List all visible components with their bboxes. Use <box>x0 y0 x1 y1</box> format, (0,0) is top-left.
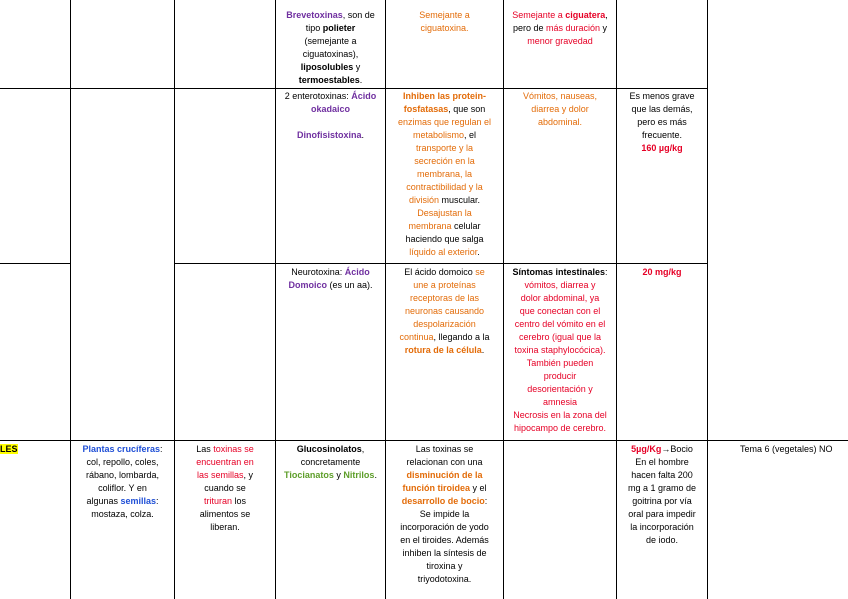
source-line <box>71 482 174 495</box>
mechanism-line-segment: , el <box>464 130 477 140</box>
row-divider <box>174 263 707 264</box>
symptom-line-segment: hipocampo de cerebro. <box>513 423 607 433</box>
mechanism-line <box>386 116 503 129</box>
source-line <box>71 495 174 508</box>
mechanism-line-segment: membrana <box>408 221 452 231</box>
toxin-line-segment: Nitrilos <box>343 470 375 480</box>
symptom-line-segment: que conectan con el <box>519 306 601 316</box>
toxin-line-segment: Tiocianatos <box>284 470 334 480</box>
brevetoxinas-mechanism-cell <box>386 9 503 35</box>
mechanism-line-segment: receptoras de las <box>409 293 480 303</box>
dose-line-segment: la incorporación <box>630 522 694 532</box>
source-line-segment: col, repollo, coles, <box>86 457 159 467</box>
location-line-segment: Las <box>196 444 214 454</box>
toxin-line <box>276 469 385 482</box>
toxin-text: polieter <box>322 23 356 33</box>
symptom-text: menor gravedad <box>527 36 593 46</box>
mechanism-line <box>386 103 503 116</box>
toxin-name: Dinofisistoxina <box>296 130 362 140</box>
location-line <box>175 456 275 469</box>
category-label: LES <box>0 444 18 454</box>
note-text: Tema 6 (vegetales) NO <box>740 444 833 454</box>
dose-line <box>617 534 707 547</box>
domoico-symptoms-cell <box>504 266 616 435</box>
location-line <box>175 443 275 456</box>
mechanism-line-segment: inhiben la síntesis de <box>402 548 487 558</box>
mechanism-line-segment: líquido al exterior <box>409 247 478 257</box>
column-divider <box>707 0 708 599</box>
mechanism-line-segment: en el tiroides. Además <box>400 535 489 545</box>
mechanism-line <box>386 443 503 456</box>
mechanism-line <box>386 305 503 318</box>
dose-line <box>617 443 707 456</box>
domoico-toxin-cell <box>276 266 385 292</box>
mechanism-line-segment: despolarización <box>413 319 476 329</box>
symptom-line-segment: cerebro (igual que la <box>518 332 602 342</box>
mechanism-line <box>386 142 503 155</box>
mechanism-line-segment: y el <box>469 483 487 493</box>
dose-line-segment: →Bocio <box>661 444 693 454</box>
mechanism-line-segment: Se impide la <box>419 509 470 519</box>
mechanism-line-segment: incorporación de yodo <box>400 522 489 532</box>
mechanism-line-segment: contractibilidad y la <box>406 182 483 192</box>
source-line <box>71 443 174 456</box>
brevetoxinas-symptoms-cell <box>504 9 616 48</box>
symptom-line-segment: dolor abdominal, ya <box>520 293 600 303</box>
toxin-name: Ácido <box>344 267 370 277</box>
mechanism-line-segment: relacionan con una <box>406 457 483 467</box>
toxin-line <box>276 443 385 456</box>
symptom-line <box>504 357 616 370</box>
symptom-line <box>504 370 616 383</box>
vegetales-source-cell <box>71 443 174 521</box>
dose-line-segment: En el hombre <box>635 457 689 467</box>
location-line <box>175 521 275 534</box>
mechanism-line <box>386 547 503 560</box>
dose-line: frecuente. <box>641 130 683 140</box>
symptom-line-segment: toxina staphylocócica). <box>514 345 606 355</box>
toxin-text: Neurotoxina: <box>291 267 345 277</box>
mechanism-line <box>386 508 503 521</box>
row-divider <box>0 263 70 264</box>
mechanism-line-segment: división <box>408 195 439 205</box>
okadaico-mechanism-cell <box>386 90 503 259</box>
mechanism-line-segment: continua <box>399 332 434 342</box>
toxin-line-segment: Glucosinolatos <box>296 444 362 454</box>
toxin-text: 2 enterotoxinas: <box>284 91 352 101</box>
dose-line-segment: de iodo. <box>645 535 679 545</box>
mechanism-line-segment: tiroxina y <box>426 561 463 571</box>
location-line <box>175 469 275 482</box>
symptom-line-segment: También pueden <box>526 358 594 368</box>
vegetales-toxin-cell <box>276 443 385 482</box>
symptom-line <box>504 422 616 435</box>
location-line-segment: toxinas se <box>213 444 254 454</box>
location-line <box>175 508 275 521</box>
vegetales-category-cell <box>0 443 70 456</box>
toxin-line-segment: y <box>333 470 344 480</box>
mechanism-line <box>386 456 503 469</box>
okadaico-symptoms-cell <box>504 90 616 129</box>
location-line-segment: trituran <box>203 496 232 506</box>
mechanism-line <box>386 331 503 344</box>
dose-line: Es menos grave <box>629 91 695 101</box>
location-line-segment: los <box>232 496 247 506</box>
mechanism-line <box>386 129 503 142</box>
mechanism-text: ciguatoxina. <box>420 23 469 33</box>
dose-line <box>617 456 707 469</box>
mechanism-line-segment: celular <box>451 221 481 231</box>
mechanism-line <box>386 90 503 103</box>
source-line-segment: mostaza, colza. <box>91 509 154 519</box>
mechanism-text: Semejante a <box>419 10 470 20</box>
symptom-line-segment: vómitos, diarrea y <box>524 280 596 290</box>
row-divider <box>0 88 275 89</box>
symptom-line <box>504 344 616 357</box>
dose-line: pero es más <box>637 117 687 127</box>
dose-line <box>617 521 707 534</box>
mechanism-line <box>386 560 503 573</box>
mechanism-line-segment: se <box>475 267 485 277</box>
symptom-line: abdominal. <box>537 117 583 127</box>
mechanism-line <box>386 521 503 534</box>
domoico-mechanism-cell <box>386 266 503 357</box>
dose-line-segment: goitrina por vía <box>632 496 692 506</box>
source-line-segment: coliflor. Y en <box>98 483 147 493</box>
mechanism-line-segment: metabolismo <box>412 130 464 140</box>
mechanism-line-segment: , llegando a la <box>433 332 490 342</box>
dose-line-segment: oral para impedir <box>628 509 696 519</box>
symptom-line-segment: Necrosis en la zona del <box>513 410 607 420</box>
mechanism-line <box>386 318 503 331</box>
mechanism-line <box>386 279 503 292</box>
symptom-line <box>504 266 616 279</box>
toxin-text: termoestables <box>298 75 360 85</box>
mechanism-line-segment: muscular. <box>439 195 481 205</box>
location-line-segment: las semillas <box>196 470 244 480</box>
mechanism-line-segment: enzimas que regulan el <box>397 117 492 127</box>
mechanism-line <box>386 181 503 194</box>
mechanism-line-segment: haciendo que salga <box>405 234 484 244</box>
source-line-segment: semillas <box>120 496 157 506</box>
domoico-dose-cell <box>617 266 707 279</box>
source-line <box>71 508 174 521</box>
vegetales-location-cell <box>175 443 275 534</box>
symptom-line <box>504 292 616 305</box>
mechanism-line-segment: desarrollo de bocio <box>401 496 485 506</box>
mechanism-line-segment: Desajustan la <box>417 208 472 218</box>
mechanism-line <box>386 168 503 181</box>
symptom-text: ciguatera <box>565 10 606 20</box>
location-line-segment: alimentos se <box>199 509 251 519</box>
symptom-text: y <box>600 23 608 33</box>
mechanism-line <box>386 194 503 207</box>
mechanism-line-segment: neuronas causando <box>404 306 485 316</box>
toxin-text: y <box>353 62 361 72</box>
source-line-segment: algunas <box>86 496 121 506</box>
toxin-name: okadaico <box>310 104 350 114</box>
toxin-name: Domoico <box>288 280 327 290</box>
mechanism-line <box>386 220 503 233</box>
row-divider <box>0 440 848 441</box>
brevetoxinas-toxin-cell <box>276 9 385 87</box>
mechanism-line-segment: Las toxinas se <box>415 444 474 454</box>
dose-line <box>617 469 707 482</box>
symptom-line <box>504 331 616 344</box>
vegetales-note-cell <box>740 443 848 456</box>
toxin-line <box>276 456 385 469</box>
okadaico-dose-cell <box>617 90 707 155</box>
toxin-text: . <box>361 130 365 140</box>
mechanism-line-segment: Inhiben las protein- <box>402 91 486 101</box>
mechanism-line <box>386 207 503 220</box>
source-line-segment: : <box>160 444 163 454</box>
vegetales-mechanism-cell <box>386 443 503 586</box>
symptom-line-segment: : <box>605 267 608 277</box>
row-divider <box>275 88 707 89</box>
source-line <box>71 456 174 469</box>
toxin-name: Brevetoxinas <box>286 10 343 20</box>
toxin-text: (semejante a <box>304 36 357 46</box>
dose-line <box>617 495 707 508</box>
symptom-text: pero de <box>512 23 546 33</box>
mechanism-line-segment: función tiroidea <box>402 483 470 493</box>
toxin-name: Ácido <box>351 91 377 101</box>
mechanism-line <box>386 292 503 305</box>
symptom-text: , <box>605 10 608 20</box>
location-line <box>175 495 275 508</box>
dose-line <box>617 508 707 521</box>
toxin-line-segment: . <box>374 470 377 480</box>
mechanism-line <box>386 482 503 495</box>
symptom-line-segment: centro del vómito en el <box>514 319 606 329</box>
toxin-text: tipo <box>305 23 321 33</box>
okadaico-toxin-cell <box>276 90 385 142</box>
mechanism-line <box>386 233 503 246</box>
symptom-line-segment: desorientación y <box>527 384 593 394</box>
location-line-segment: , y <box>243 470 254 480</box>
dose-line: que las demás, <box>631 104 693 114</box>
symptom-line <box>504 409 616 422</box>
mechanism-line-segment: transporte y la <box>415 143 474 153</box>
toxin-text: , son de <box>342 10 375 20</box>
mechanism-line-segment: , que son <box>448 104 486 114</box>
location-line-segment: encuentran en <box>196 457 254 467</box>
symptom-line: Vómitos, nauseas, <box>522 91 598 101</box>
symptom-line <box>504 305 616 318</box>
mechanism-line <box>386 246 503 259</box>
mechanism-line <box>386 469 503 482</box>
mechanism-line-segment: une a proteínas <box>413 280 476 290</box>
symptom-line-segment: Síntomas intestinales <box>512 267 605 277</box>
toxin-text: . <box>359 75 363 85</box>
mechanism-line <box>386 495 503 508</box>
location-line-segment: liberan. <box>210 522 240 532</box>
mechanism-line-segment: disminución de la <box>406 470 483 480</box>
mechanism-line-segment: membrana, la <box>416 169 473 179</box>
symptom-line-segment: amnesia <box>542 397 578 407</box>
symptom-line-segment: producir <box>543 371 577 381</box>
toxin-text: liposolubles <box>300 62 354 72</box>
dose-line-segment: mg a 1 gramo de <box>627 483 697 493</box>
mechanism-line-segment: . <box>481 345 485 355</box>
source-line-segment: rábano, lombarda, <box>85 470 160 480</box>
toxin-text: (es un aa). <box>326 280 373 290</box>
dose-value: 20 mg/kg <box>642 267 682 277</box>
dose-line-segment: 5µg/Kg <box>631 444 662 454</box>
mechanism-line <box>386 573 503 586</box>
symptom-line: diarrea y dolor <box>531 104 589 114</box>
mechanism-line-segment: fosfatasas <box>403 104 449 114</box>
symptom-text: Semejante a <box>512 10 566 20</box>
toxin-text: ciguatoxinas), <box>302 49 359 59</box>
mechanism-line-segment: : <box>484 496 488 506</box>
source-line-segment: Plantas crucíferas <box>82 444 161 454</box>
mechanism-line-segment: triyodotoxina. <box>417 574 472 584</box>
mechanism-line-segment: . <box>477 247 480 257</box>
mechanism-line-segment: El ácido domoico <box>404 267 476 277</box>
toxin-line-segment: concretamente <box>300 457 361 467</box>
dose-line <box>617 482 707 495</box>
source-line-segment: : <box>156 496 159 506</box>
mechanism-line <box>386 155 503 168</box>
dose-lines <box>617 90 707 142</box>
vegetales-dose-cell <box>617 443 707 547</box>
dose-line-segment: hacen falta 200 <box>631 470 693 480</box>
toxin-line-segment: , <box>361 444 365 454</box>
mechanism-line <box>386 344 503 357</box>
symptom-line <box>504 279 616 292</box>
symptom-line <box>504 383 616 396</box>
source-line <box>71 469 174 482</box>
dose-value: 160 µg/kg <box>641 143 683 153</box>
symptom-line <box>504 396 616 409</box>
mechanism-line-segment: rotura de la célula <box>404 345 482 355</box>
location-line <box>175 482 275 495</box>
mechanism-line <box>386 266 503 279</box>
mechanism-line <box>386 534 503 547</box>
location-line-segment: cuando se <box>204 483 246 493</box>
symptom-text: más duración <box>545 23 601 33</box>
symptom-line <box>504 318 616 331</box>
mechanism-line-segment: secreción en la <box>414 156 475 166</box>
